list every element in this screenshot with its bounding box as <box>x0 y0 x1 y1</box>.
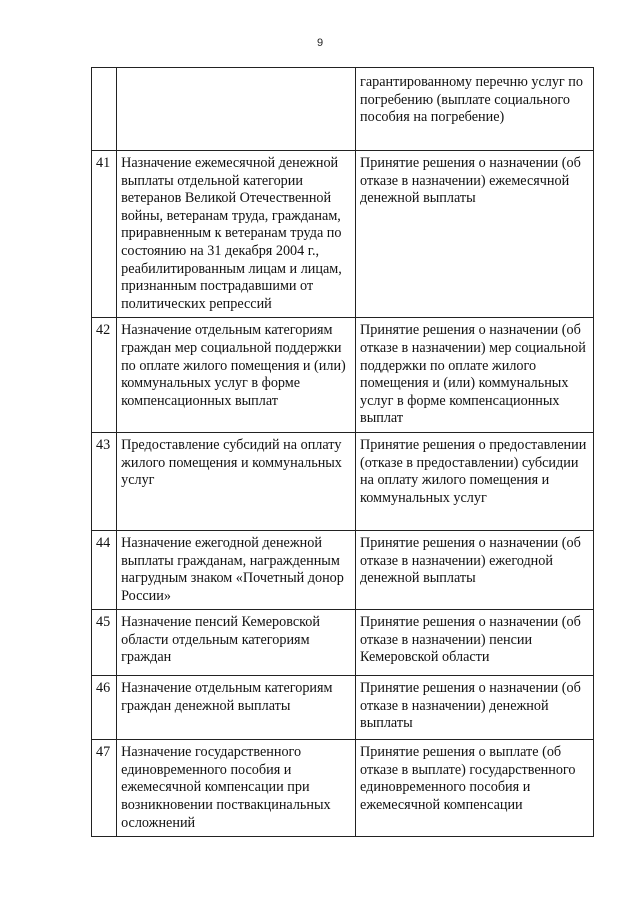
service-result: Принятие решения о назначении (об отказе в назначении) ежемесячной денежной выплаты <box>356 151 594 318</box>
service-name: Предоставление субсидий на оплату жилого помещения и коммунальных услуг <box>117 432 356 530</box>
row-number: 44 <box>92 530 117 609</box>
service-name: Назначение пенсий Кемеровской области отдельным категориям граждан <box>117 610 356 676</box>
table-row <box>92 740 594 837</box>
page-number: 9 <box>316 37 324 49</box>
row-number: 45 <box>92 610 117 676</box>
table-row <box>92 676 594 740</box>
service-result: Принятие решения о выплате (об отказе в выплате) государственного единовременного пособия и ежемесячной компенсации <box>356 740 594 837</box>
row-number <box>92 68 117 151</box>
service-name: Назначение отдельным категориям граждан денежной выплаты <box>117 676 356 740</box>
service-result: Принятие решения о предоставлении (отказе в предоставлении) субсидии на оплату жилого помещения и коммунальных услуг <box>356 432 594 530</box>
row-number: 46 <box>92 676 117 740</box>
table-row <box>92 318 594 433</box>
row-number: 43 <box>92 432 117 530</box>
service-result: Принятие решения о назначении (об отказе в назначении) мер социальной поддержки по оплате жилого помещения и (или) коммунальных услуг в форме компенсационных выплат <box>356 318 594 433</box>
table-row <box>92 610 594 676</box>
row-number: 47 <box>92 740 117 837</box>
service-result: гарантированному перечню услуг по погребению (выплате социального пособия на погребение) <box>356 68 594 151</box>
table-row <box>92 432 594 530</box>
service-name: Назначение ежегодной денежной выплаты гражданам, награжденным нагрудным знаком «Почетный донор России» <box>117 530 356 609</box>
table-row <box>92 151 594 318</box>
services-table <box>91 67 594 837</box>
service-result: Принятие решения о назначении (об отказе в назначении) денежной выплаты <box>356 676 594 740</box>
table-row <box>92 68 594 151</box>
service-result: Принятие решения о назначении (об отказе в назначении) пенсии Кемеровской области <box>356 610 594 676</box>
row-number: 41 <box>92 151 117 318</box>
row-number: 42 <box>92 318 117 433</box>
service-name <box>117 68 356 151</box>
service-result: Принятие решения о назначении (об отказе в назначении) ежегодной денежной выплаты <box>356 530 594 609</box>
service-name: Назначение государственного единовременного пособия и ежемесячной компенсации при возникновении поствакцинальных осложнений <box>117 740 356 837</box>
table-row <box>92 530 594 609</box>
service-name: Назначение ежемесячной денежной выплаты отдельной категории ветеранов Великой Отечественной войны, ветеранам труда, гражданам, приравненным к ветеранам труда по состоянию на 31 декабря 2004 г., реабилитированным лицам и лицам, признанным пострадавшими от политических репрессий <box>117 151 356 318</box>
service-name: Назначение отдельным категориям граждан мер социальной поддержки по оплате жилого помещения и (или) коммунальных услуг в форме компенсационных выплат <box>117 318 356 433</box>
